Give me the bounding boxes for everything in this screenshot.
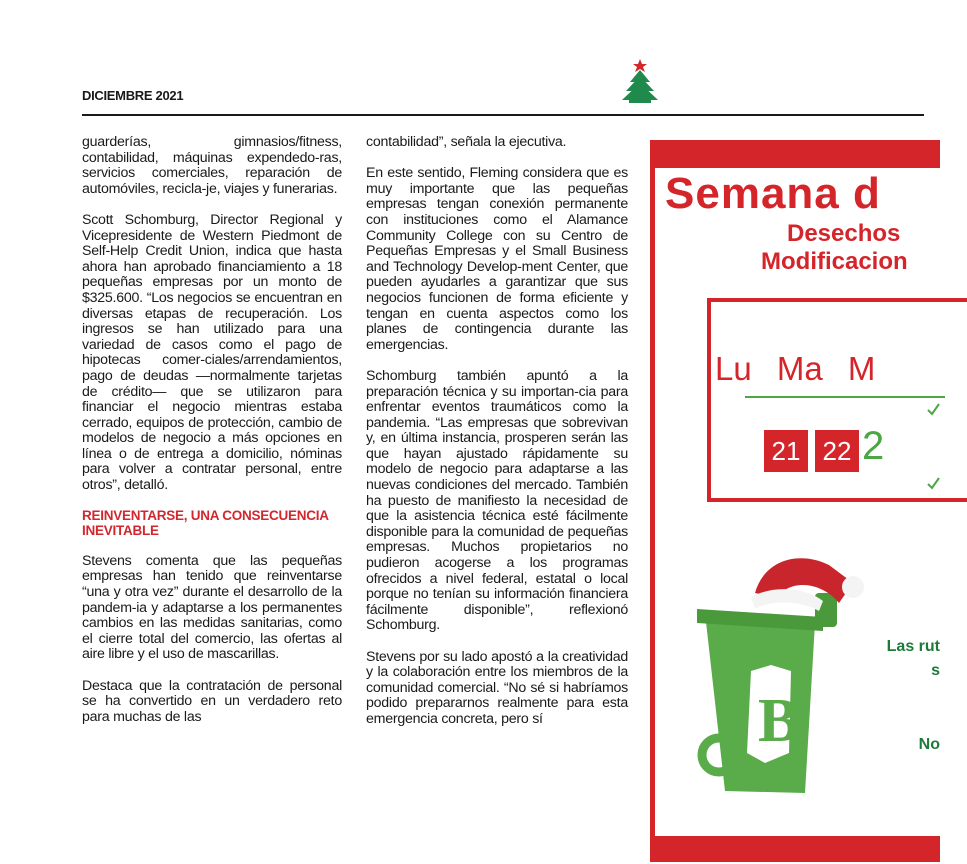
checkmark-icon xyxy=(926,476,940,490)
recycling-bin-santa-hat-illustration xyxy=(693,553,893,803)
weekday-row xyxy=(715,350,891,388)
christmas-tree-icon xyxy=(621,58,659,104)
paragraph: Schomburg también apuntó a la preparación técnica y su importan-cia para enfrentar eventos traumáticos como la pandemia. “Las empresas que sobrevivan y, en última instancia, prosperen serán las que hayan ajustado rápidamente su modelo de negocio para adaptarse a las nuevas condiciones del mercado. También ha puesto de manifiesto la necesidad de que la asistencia técnica esté fácilmente disponible para la comunidad de pequeñas empresas. Muchos propietarios no pudieron acogerse a los programas ofrecidos a nivel federal, estatal o local porque no tenían su información financiera fácilmente disponible”, reflexionó Schomburg. xyxy=(366,367,628,634)
ad-subtitle: Desechos xyxy=(787,220,901,247)
section-subheading: REINVENTARSE, UNA CONSECUENCIA INEVITABLE xyxy=(82,508,329,538)
date-box: 21 xyxy=(764,430,808,472)
date-highlight: 2 xyxy=(862,424,885,468)
article-column-1 xyxy=(82,135,342,741)
ad-logo-letter: B xyxy=(758,687,800,755)
paragraph: contabilidad”, señala la ejecutiva. xyxy=(366,134,567,150)
weekday-label: M xyxy=(847,350,876,387)
calendar-divider xyxy=(745,396,945,398)
paragraph: Stevens por su lado apostó a la creatividad y la colaboración entre los miembros de la comunidad comercial. “No sé si habríamos podido prepararnos realmente para esta emergencia concreta, pero sí xyxy=(366,648,628,727)
ad-caption: Las rut xyxy=(886,638,940,655)
paragraph: guarderías, gimnasios/fitness, contabilidad, máquinas expendedo-ras, servicios comerciales, reparación de automóviles, recicla-je, viajes y funerarias. xyxy=(82,134,342,197)
ad-panel xyxy=(655,168,940,836)
weekday-label: Ma xyxy=(776,350,823,387)
article-column-2 xyxy=(366,135,628,743)
ad-caption: s xyxy=(931,662,940,679)
paragraph: Scott Schomburg, Director Regional y Vicepresidente de Western Piedmont de Self-Help Credit Union, indica que hasta ahora han aprobado financiamiento a 18 pequeñas empresas por un monto de $325.600. “Los negocios se encuentran en diversas etapas de recuperación. Los ingresos se han utilizado para una variedad de casos como el pago de hipotecas comer-ciales/arrendamientos, pago de deudas —normalmente tarjetas de crédito— que se utilizaron para financiar el negocio mientras estaba cerrado, equipos de protección, cambio de modelos de negocio a más opciones en línea o de entrega a domicilio, nóminas para volver a contratar personal, entre otros”, detalló. xyxy=(82,211,342,494)
date-box: 22 xyxy=(815,430,859,472)
paragraph: Destaca que la contratación de personal se ha convertido en un verdadero reto para muchas de las xyxy=(82,677,342,725)
ad-title: Semana d xyxy=(665,169,881,218)
holiday-collection-ad xyxy=(650,140,940,862)
issue-date: DICIEMBRE 2021 xyxy=(82,88,184,103)
paragraph: En este sentido, Fleming considera que es muy importante que las pequeñas empresas tengan conexión permanente con instituciones como el Alamance Community College con su Centro de Pequeñas Empresas y el Small Business and Technology Develop-ment Center, que pueden ayudarles a garantizar que sus negocios funcionen de forma eficiente y tengan en cuenta aspectos como los planes de contingencia durante las emergencias. xyxy=(366,165,628,353)
weekday-label: Lu xyxy=(715,350,752,387)
ad-caption: No xyxy=(918,736,940,753)
checkmark-icon xyxy=(926,402,940,416)
header-divider xyxy=(82,114,924,116)
ad-subtitle: Modificacion xyxy=(761,248,908,275)
paragraph: Stevens comenta que las pequeñas empresas han tenido que reinventarse “una y otra vez” durante el desarrollo de la pandem-ia y adaptarse a los permanentes cambios en las medidas sanitarias, como el cierre total del comercio, las ofertas al aire libre y el uso de mascarillas. xyxy=(82,552,342,663)
